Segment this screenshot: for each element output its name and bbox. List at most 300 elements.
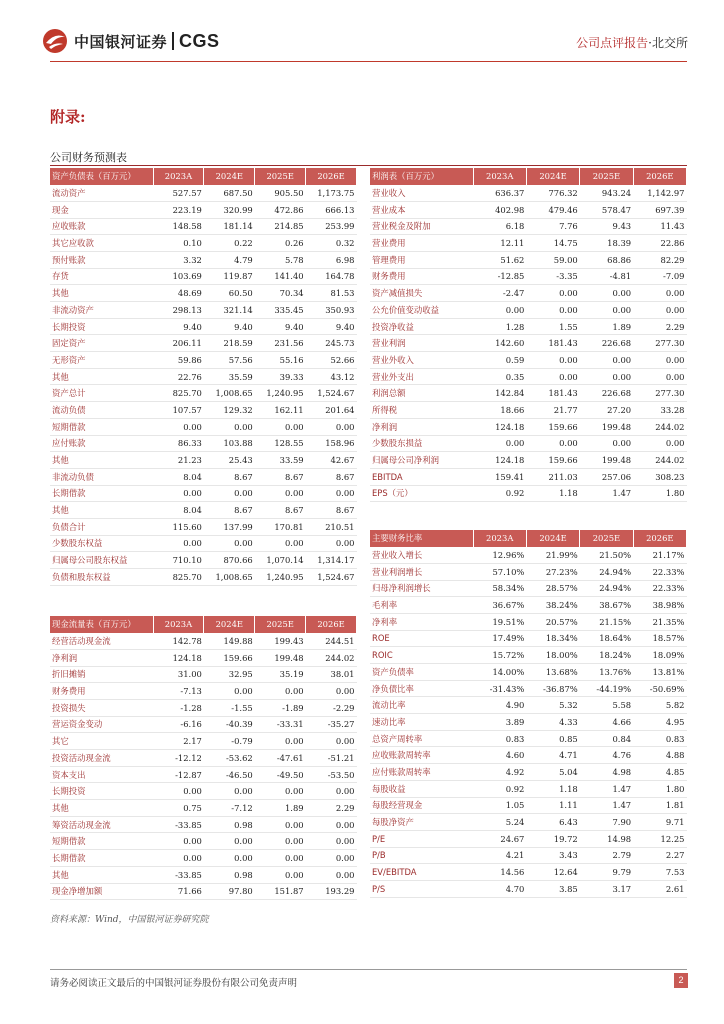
report-type-separator: ·	[648, 36, 652, 50]
value-cell: 1.81	[633, 797, 686, 814]
value-cell: 3.85	[526, 880, 579, 897]
row-label: 营业收入	[370, 185, 473, 202]
value-cell: 6.43	[526, 814, 579, 831]
value-cell: -44.19%	[580, 680, 633, 697]
row-label: 负债和股东权益	[50, 569, 153, 586]
table-row	[50, 268, 357, 285]
value-cell: 193.29	[306, 883, 357, 900]
value-cell: 13.68%	[526, 664, 579, 681]
value-cell: -31.43%	[473, 680, 526, 697]
value-cell: 943.24	[580, 185, 633, 202]
value-cell: 86.33	[153, 435, 204, 452]
value-cell: 479.46	[526, 201, 579, 218]
table-row	[370, 847, 687, 864]
value-cell: 1,008.65	[204, 569, 255, 586]
value-cell: 4.33	[526, 714, 579, 731]
value-cell: 320.99	[204, 201, 255, 218]
year-header-cell: 2024E	[204, 616, 255, 633]
value-cell: 28.57%	[526, 580, 579, 597]
value-cell: 119.87	[204, 268, 255, 285]
value-cell: 43.12	[306, 368, 357, 385]
value-cell: 7.90	[580, 814, 633, 831]
row-label: 管理费用	[370, 251, 473, 268]
table-row	[50, 633, 357, 650]
value-cell: 19.72	[526, 830, 579, 847]
value-cell: -2.29	[306, 699, 357, 716]
table-row	[370, 730, 687, 747]
table-row	[50, 683, 357, 700]
value-cell: 24.67	[473, 830, 526, 847]
table-row	[370, 185, 687, 202]
row-label: 资产负债率	[370, 664, 473, 681]
row-label: 固定资产	[50, 335, 153, 352]
value-cell: 1,142.97	[633, 185, 686, 202]
value-cell: 231.56	[255, 335, 306, 352]
table-row	[370, 235, 687, 252]
value-cell: 27.23%	[526, 563, 579, 580]
value-cell: 0.00	[255, 683, 306, 700]
value-cell: 24.94%	[580, 563, 633, 580]
row-label: 现金净增加额	[50, 883, 153, 900]
value-cell: 8.67	[255, 468, 306, 485]
value-cell: 18.57%	[633, 630, 686, 647]
value-cell: 181.43	[526, 385, 579, 402]
value-cell: 142.78	[153, 633, 204, 650]
row-label: 短期借款	[50, 833, 153, 850]
value-cell: 9.40	[255, 318, 306, 335]
value-cell: 0.00	[255, 535, 306, 552]
value-cell: 13.76%	[580, 664, 633, 681]
row-label: 归母净利润增长	[370, 580, 473, 597]
year-header-cell: 2024E	[526, 530, 579, 547]
table-row	[370, 285, 687, 302]
financial-ratios-table	[370, 530, 687, 898]
value-cell: 1,240.95	[255, 569, 306, 586]
value-cell: -40.39	[204, 716, 255, 733]
value-cell: 12.25	[633, 830, 686, 847]
value-cell: -1.55	[204, 699, 255, 716]
value-cell: 0.10	[153, 235, 204, 252]
value-cell: 0.00	[255, 418, 306, 435]
table-row	[370, 680, 687, 697]
table-row	[370, 664, 687, 681]
table-row	[370, 697, 687, 714]
value-cell: 3.32	[153, 251, 204, 268]
value-cell: 4.70	[473, 880, 526, 897]
year-header-cell: 2025E	[580, 530, 633, 547]
table-row	[370, 647, 687, 664]
value-cell: 38.24%	[526, 597, 579, 614]
table-header-row	[370, 168, 687, 185]
value-cell: 1.05	[473, 797, 526, 814]
value-cell: 0.32	[306, 235, 357, 252]
value-cell: -46.50	[204, 766, 255, 783]
value-cell: 8.67	[306, 502, 357, 519]
value-cell: 1.11	[526, 797, 579, 814]
row-label: 总资产周转率	[370, 730, 473, 747]
row-label: 每股经营现金	[370, 797, 473, 814]
table-row	[370, 764, 687, 781]
value-cell: 3.43	[526, 847, 579, 864]
table-row	[50, 816, 357, 833]
value-cell: 5.78	[255, 251, 306, 268]
value-cell: 0.00	[204, 850, 255, 867]
year-header-cell: 2026E	[633, 530, 686, 547]
page-number: 2	[674, 973, 688, 988]
value-cell: 199.48	[255, 649, 306, 666]
row-label: 其他	[50, 368, 153, 385]
table-row	[370, 352, 687, 369]
row-label: 短期借款	[50, 418, 153, 435]
value-cell: 159.41	[473, 468, 526, 485]
value-cell: 0.00	[633, 285, 686, 302]
value-cell: 21.15%	[580, 613, 633, 630]
value-cell: 0.00	[153, 783, 204, 800]
row-label: 应付账款	[50, 435, 153, 452]
value-cell: 181.14	[204, 218, 255, 235]
table-row	[370, 435, 687, 452]
value-cell: 0.00	[306, 535, 357, 552]
value-cell: 32.95	[204, 666, 255, 683]
row-label: 负债合计	[50, 518, 153, 535]
value-cell: 33.59	[255, 452, 306, 469]
table-row	[50, 535, 357, 552]
value-cell: 9.40	[204, 318, 255, 335]
value-cell: 18.00%	[526, 647, 579, 664]
table-row	[50, 716, 357, 733]
year-header-cell: 2023A	[473, 530, 526, 547]
value-cell: -7.09	[633, 268, 686, 285]
value-cell: 1.18	[526, 780, 579, 797]
value-cell: 148.58	[153, 218, 204, 235]
value-cell: 0.00	[255, 866, 306, 883]
value-cell: 181.43	[526, 335, 579, 352]
row-label: 非流动负债	[50, 468, 153, 485]
row-label: 利润总额	[370, 385, 473, 402]
table-row	[50, 833, 357, 850]
value-cell: 31.00	[153, 666, 204, 683]
value-cell: 129.32	[204, 402, 255, 419]
exchange-label: 北交所	[651, 36, 688, 50]
value-cell: 0.00	[526, 285, 579, 302]
row-label: 流动资产	[50, 185, 153, 202]
value-cell: 308.23	[633, 468, 686, 485]
value-cell: 335.45	[255, 302, 306, 319]
table-row	[50, 418, 357, 435]
value-cell: -7.13	[153, 683, 204, 700]
table-row	[50, 733, 357, 750]
value-cell: 21.77	[526, 402, 579, 419]
row-label: 存货	[50, 268, 153, 285]
value-cell: -2.47	[473, 285, 526, 302]
value-cell: 6.98	[306, 251, 357, 268]
value-cell: 1.18	[526, 485, 579, 502]
appendix-title: 附录:	[50, 108, 86, 126]
value-cell: 24.94%	[580, 580, 633, 597]
value-cell: 4.60	[473, 747, 526, 764]
row-label: 速动比率	[370, 714, 473, 731]
value-cell: 825.70	[153, 569, 204, 586]
table-row	[370, 880, 687, 897]
value-cell: 8.67	[204, 502, 255, 519]
value-cell: 162.11	[255, 402, 306, 419]
row-label: 净利率	[370, 613, 473, 630]
value-cell: 0.00	[526, 368, 579, 385]
value-cell: 2.29	[633, 318, 686, 335]
row-label: P/S	[370, 880, 473, 897]
table-row	[370, 485, 687, 502]
row-label: 其他	[50, 866, 153, 883]
row-label: 营业外支出	[370, 368, 473, 385]
year-header-cell: 2024E	[526, 168, 579, 185]
table-row	[370, 547, 687, 564]
value-cell: 5.32	[526, 697, 579, 714]
income-statement-table	[370, 168, 687, 502]
value-cell: 21.23	[153, 452, 204, 469]
value-cell: 21.17%	[633, 547, 686, 564]
value-cell: 211.03	[526, 468, 579, 485]
value-cell: 218.59	[204, 335, 255, 352]
row-label: 财务费用	[370, 268, 473, 285]
value-cell: 81.53	[306, 285, 357, 302]
value-cell: 825.70	[153, 385, 204, 402]
value-cell: 1.28	[473, 318, 526, 335]
value-cell: 0.75	[153, 800, 204, 817]
value-cell: 18.66	[473, 402, 526, 419]
value-cell: 20.57%	[526, 613, 579, 630]
table-row	[50, 766, 357, 783]
value-cell: 0.00	[306, 485, 357, 502]
value-cell: 0.00	[526, 302, 579, 319]
value-cell: 578.47	[580, 201, 633, 218]
year-header-cell: 2023A	[153, 616, 204, 633]
value-cell: 27.20	[580, 402, 633, 419]
value-cell: 8.67	[306, 468, 357, 485]
value-cell: 13.81%	[633, 664, 686, 681]
table-row	[370, 335, 687, 352]
value-cell: 6.18	[473, 218, 526, 235]
value-cell: 151.87	[255, 883, 306, 900]
table-row	[50, 185, 357, 202]
table-row	[50, 285, 357, 302]
value-cell: 57.56	[204, 352, 255, 369]
value-cell: 59.86	[153, 352, 204, 369]
value-cell: 0.00	[204, 683, 255, 700]
value-cell: 36.67%	[473, 597, 526, 614]
row-label: 所得税	[370, 402, 473, 419]
value-cell: 4.85	[633, 764, 686, 781]
table-row	[370, 830, 687, 847]
value-cell: 2.17	[153, 733, 204, 750]
table-row	[370, 864, 687, 881]
value-cell: 253.99	[306, 218, 357, 235]
value-cell: 244.02	[306, 649, 357, 666]
value-cell: -12.12	[153, 750, 204, 767]
value-cell: 0.00	[204, 833, 255, 850]
value-cell: 1.89	[255, 800, 306, 817]
value-cell: 0.00	[204, 783, 255, 800]
value-cell: 2.79	[580, 847, 633, 864]
value-cell: 18.64%	[580, 630, 633, 647]
value-cell: -36.87%	[526, 680, 579, 697]
year-header-cell: 2025E	[255, 616, 306, 633]
value-cell: -33.85	[153, 866, 204, 883]
value-cell: -33.31	[255, 716, 306, 733]
row-label: 营业成本	[370, 201, 473, 218]
value-cell: 4.76	[580, 747, 633, 764]
row-label: 营运资金变动	[50, 716, 153, 733]
value-cell: 137.99	[204, 518, 255, 535]
value-cell: -35.27	[306, 716, 357, 733]
row-label: 投资净收益	[370, 318, 473, 335]
value-cell: 1,240.95	[255, 385, 306, 402]
value-cell: 128.55	[255, 435, 306, 452]
value-cell: 42.67	[306, 452, 357, 469]
value-cell: 199.48	[580, 452, 633, 469]
value-cell: 0.00	[306, 850, 357, 867]
value-cell: 1.80	[633, 485, 686, 502]
table-row	[370, 218, 687, 235]
value-cell: 245.73	[306, 335, 357, 352]
year-header-cell: 2023A	[153, 168, 204, 185]
value-cell: 9.40	[306, 318, 357, 335]
value-cell: 9.43	[580, 218, 633, 235]
value-cell: 38.98%	[633, 597, 686, 614]
table-row	[50, 235, 357, 252]
value-cell: 124.18	[153, 649, 204, 666]
value-cell: 12.64	[526, 864, 579, 881]
value-cell: 0.00	[473, 302, 526, 319]
table-row	[50, 251, 357, 268]
table-row	[50, 218, 357, 235]
value-cell: 0.00	[633, 435, 686, 452]
value-cell: 0.00	[255, 733, 306, 750]
value-cell: 15.72%	[473, 647, 526, 664]
value-cell: 0.00	[306, 683, 357, 700]
row-label: 非流动资产	[50, 302, 153, 319]
table-row	[370, 452, 687, 469]
value-cell: 164.78	[306, 268, 357, 285]
value-cell: 103.69	[153, 268, 204, 285]
value-cell: 35.59	[204, 368, 255, 385]
table-row	[50, 435, 357, 452]
value-cell: 0.00	[255, 850, 306, 867]
value-cell: 0.00	[306, 783, 357, 800]
value-cell: 4.92	[473, 764, 526, 781]
row-label: EV/EBITDA	[370, 864, 473, 881]
value-cell: 170.81	[255, 518, 306, 535]
value-cell: 0.00	[580, 435, 633, 452]
table-title-cell: 现金流量表（百万元）	[50, 616, 153, 633]
year-header-cell: 2023A	[473, 168, 526, 185]
value-cell: 19.51%	[473, 613, 526, 630]
value-cell: 18.24%	[580, 647, 633, 664]
row-label: 资产总计	[50, 385, 153, 402]
year-header-cell: 2026E	[306, 616, 357, 633]
value-cell: 35.19	[255, 666, 306, 683]
balance-sheet-table	[50, 168, 357, 586]
value-cell: 142.84	[473, 385, 526, 402]
value-cell: 5.24	[473, 814, 526, 831]
value-cell: 223.19	[153, 201, 204, 218]
value-cell: 0.92	[473, 780, 526, 797]
value-cell: 0.00	[153, 485, 204, 502]
value-cell: 199.48	[580, 418, 633, 435]
logo-english-name: CGS	[179, 30, 220, 51]
value-cell: -53.62	[204, 750, 255, 767]
value-cell: 2.61	[633, 880, 686, 897]
value-cell: -51.21	[306, 750, 357, 767]
value-cell: 206.11	[153, 335, 204, 352]
table-row	[370, 814, 687, 831]
value-cell: 5.58	[580, 697, 633, 714]
row-label: 资本支出	[50, 766, 153, 783]
value-cell: 0.00	[153, 833, 204, 850]
row-label: 其它应收款	[50, 235, 153, 252]
value-cell: -3.35	[526, 268, 579, 285]
table-row	[370, 597, 687, 614]
value-cell: 22.33%	[633, 580, 686, 597]
value-cell: 1,008.65	[204, 385, 255, 402]
value-cell: 14.00%	[473, 664, 526, 681]
row-label: 净负债比率	[370, 680, 473, 697]
value-cell: 0.00	[153, 535, 204, 552]
value-cell: 244.51	[306, 633, 357, 650]
row-label: 公允价值变动收益	[370, 302, 473, 319]
table-row	[50, 368, 357, 385]
value-cell: 350.93	[306, 302, 357, 319]
value-cell: 12.11	[473, 235, 526, 252]
value-cell: -53.50	[306, 766, 357, 783]
value-cell: 0.00	[153, 850, 204, 867]
value-cell: 0.92	[473, 485, 526, 502]
header-divider	[50, 61, 687, 62]
year-header-cell: 2025E	[580, 168, 633, 185]
row-label: 少数股东权益	[50, 535, 153, 552]
table-row	[50, 502, 357, 519]
value-cell: 0.00	[255, 485, 306, 502]
table-row	[370, 302, 687, 319]
value-cell: 3.17	[580, 880, 633, 897]
row-label: ROE	[370, 630, 473, 647]
value-cell: 149.88	[204, 633, 255, 650]
value-cell: 4.90	[473, 697, 526, 714]
row-label: 归属母公司净利润	[370, 452, 473, 469]
section-title: 公司财务预测表	[50, 151, 127, 164]
value-cell: 0.98	[204, 816, 255, 833]
row-label: 筹资活动现金流	[50, 816, 153, 833]
value-cell: 3.89	[473, 714, 526, 731]
table-row	[370, 385, 687, 402]
year-header-cell: 2025E	[255, 168, 306, 185]
row-label: 净利润	[50, 649, 153, 666]
value-cell: 1,173.75	[306, 185, 357, 202]
cash-flow-table	[50, 616, 357, 900]
value-cell: 33.28	[633, 402, 686, 419]
table-row	[50, 699, 357, 716]
table-row	[50, 850, 357, 867]
table-row	[50, 883, 357, 900]
row-label: 营业外收入	[370, 352, 473, 369]
row-label: 长期借款	[50, 850, 153, 867]
table-row	[50, 385, 357, 402]
value-cell: 17.49%	[473, 630, 526, 647]
footer-disclaimer: 请务必阅读正文最后的中国银河证券股份有限公司免责声明	[50, 978, 298, 989]
value-cell: 55.16	[255, 352, 306, 369]
row-label: 营业利润	[370, 335, 473, 352]
value-cell: 0.00	[580, 285, 633, 302]
table-row	[50, 783, 357, 800]
